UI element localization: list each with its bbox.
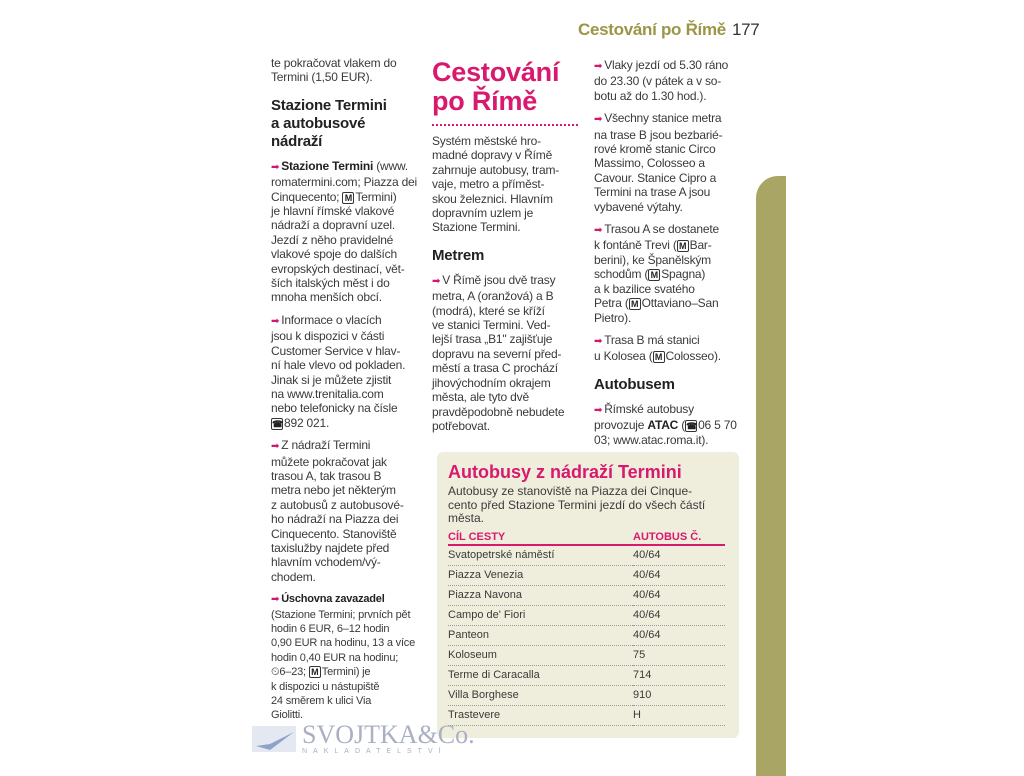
text: (Stazione Termini; prvních pět hodin 6 EUR, 6–12 hodin 0,90 EUR na hodinu, 13 a více hodin 0,40 EUR na hodinu; bbox=[271, 608, 416, 664]
destination: Campo de' Fiori bbox=[448, 605, 633, 625]
bullet-arrow-icon: ➡ bbox=[594, 404, 603, 416]
table-row bbox=[448, 685, 725, 705]
metro-icon: M bbox=[648, 269, 660, 281]
text: Colosseo). bbox=[665, 349, 721, 364]
bold-term: ATAC bbox=[647, 418, 679, 433]
bullet-arrow-icon: ➡ bbox=[594, 114, 603, 126]
page-number: 177 bbox=[731, 20, 760, 39]
bullet-arrow-icon: ➡ bbox=[432, 275, 441, 287]
metro-icon: M bbox=[653, 351, 665, 363]
destination: Piazza Venezia bbox=[448, 565, 633, 585]
paragraph bbox=[594, 58, 754, 103]
bold-term: Stazione Termini bbox=[281, 158, 374, 173]
clock-icon: ⏲ bbox=[271, 666, 280, 679]
column-1 bbox=[271, 56, 423, 731]
bullet-arrow-icon: ➡ bbox=[271, 315, 280, 327]
phone-icon: ☎ bbox=[272, 418, 284, 429]
bullet-arrow-icon: ➡ bbox=[594, 61, 603, 72]
text: Termini) je hlavní římské vlakové nádraží a dopravní uzel. Jezdí z něho pravidelné vlakové spoje do dalších evropských destinací, vět- ších italských měst i do mnoha menších obcí. bbox=[271, 189, 405, 305]
column-2 bbox=[432, 58, 584, 441]
text: Spagna) a k bazilice svatého Petra ( bbox=[594, 267, 706, 311]
text: Římské autobusy provozuje bbox=[594, 401, 694, 433]
destination: Svatopetrské náměstí bbox=[448, 545, 633, 566]
text: Termini) je k dispozici u nástupiště 24 směrem k ulici Via Giolitti. bbox=[271, 666, 380, 722]
destination: Villa Borghese bbox=[448, 685, 633, 705]
paragraph bbox=[271, 438, 423, 584]
bullet-arrow-icon: ➡ bbox=[594, 225, 603, 237]
bus-number: 40/64 bbox=[633, 565, 725, 585]
table-row bbox=[448, 645, 725, 665]
text: Všechny stanice metra na trase B jsou bezbarié- rové kromě stanic Circo Massimo, Colosseo a Cavour. Stanice Cipro a Termini na trase A jsou vybavené výtahy. bbox=[594, 111, 723, 214]
publisher-logo bbox=[250, 722, 475, 755]
table-row bbox=[448, 605, 725, 625]
text: (www. romatermini.com; Piazza dei Cinquecento; bbox=[271, 158, 417, 204]
bus-number: H bbox=[633, 705, 725, 725]
bold-term: Úschovna zavazadel bbox=[281, 593, 385, 606]
chapter-tab bbox=[756, 176, 786, 776]
paragraph bbox=[271, 56, 423, 85]
text: Ottaviano–San Pietro). bbox=[594, 296, 719, 325]
paragraph bbox=[271, 313, 423, 430]
text: Trasa B má stanici u Kolosea ( bbox=[594, 332, 700, 364]
section-heading: Metrem bbox=[432, 246, 485, 264]
header-destination: CÍL CESTY bbox=[448, 530, 633, 545]
text: Systém městské hro- madné dopravy v Římě zahrnuje autobusy, tram- vaje, metro a příměst- skou železnici. Hlavním dopravním uzlem je Stazione Termini. bbox=[432, 134, 560, 235]
table-row bbox=[448, 665, 725, 685]
bus-number: 714 bbox=[633, 665, 725, 685]
text: Vlaky jezdí od 5.30 ráno do 23.30 (v pátek a v so- botu až do 1.30 hod.). bbox=[594, 58, 729, 103]
table-row bbox=[448, 585, 725, 605]
bullet-arrow-icon: ➡ bbox=[271, 161, 280, 173]
text: Informace o vlacích jsou k dispozici v části Customer Service v hlav- ní hale vlevo od pokladen. Jinak si je můžete zjistit na www.trenitalia.com nebo telefonicky na čísle bbox=[271, 312, 406, 416]
paragraph bbox=[432, 273, 584, 433]
text: Z nádraží Termini můžete pokračovat jak trasou A, tak trasou B metra nebo jet některým z autobusů z autobusové- ho nádraží na Piazza dei Cinquecento. Stanoviště taxislužby najdete před hlavním vchodem/vý- chodem. bbox=[271, 438, 404, 584]
text: Trasou A se dostanete k fontáně Trevi ( bbox=[594, 222, 719, 253]
table-row bbox=[448, 545, 725, 566]
section-heading: Stazione Termini a autobusové nádraží bbox=[271, 96, 387, 150]
bus-table bbox=[448, 530, 725, 726]
bus-number: 40/64 bbox=[633, 585, 725, 605]
chapter-title: Cestování po Římě bbox=[432, 57, 560, 116]
bus-number: 910 bbox=[633, 685, 725, 705]
destination: Trastevere bbox=[448, 705, 633, 725]
bullet-arrow-icon: ➡ bbox=[271, 594, 280, 606]
bus-sidebar-box bbox=[437, 452, 739, 738]
text: Bar- berini), ke Španělským schodům ( bbox=[594, 238, 712, 282]
bus-number: 75 bbox=[633, 645, 725, 665]
box-title: Autobusy z nádraží Termini bbox=[448, 462, 682, 482]
text: ( bbox=[678, 418, 686, 433]
column-3 bbox=[594, 58, 754, 455]
bullet-arrow-icon: ➡ bbox=[594, 335, 603, 347]
table-row bbox=[448, 705, 725, 725]
table-header bbox=[448, 530, 725, 545]
destination: Koloseum bbox=[448, 645, 633, 665]
paragraph bbox=[594, 222, 754, 325]
box-intro: Autobusy ze stanoviště na Piazza dei Cinque- cento před Stazione Termini jezdí do všech částí města. bbox=[448, 484, 706, 525]
phone-icon: ☎ bbox=[686, 421, 698, 432]
header-bus-number: AUTOBUS Č. bbox=[633, 530, 725, 545]
logo-name: SVOJTKA&Co. bbox=[302, 720, 475, 749]
metro-icon: M bbox=[342, 192, 354, 204]
bus-number: 40/64 bbox=[633, 605, 725, 625]
text: 6–23; bbox=[279, 666, 309, 679]
bus-number: 40/64 bbox=[633, 625, 725, 645]
paragraph bbox=[271, 592, 423, 723]
text: 06 5 70 03; www.atac.roma.it). bbox=[594, 418, 737, 447]
text: V Římě jsou dvě trasy metra, A (oranžová) a B (modrá), které se kříží ve stanici Termini. Ved- lejší trasa „B1" zajišťuje dopravu na severní před- městí a trasa C prochází jihovýchodním okrajem města, ale tyto dvě pravděpodobně nebudete potřebovat. bbox=[432, 272, 565, 433]
destination: Piazza Navona bbox=[448, 585, 633, 605]
section-heading: Autobusem bbox=[594, 375, 675, 393]
logo-check-icon bbox=[250, 724, 300, 754]
logo-subtitle: NAKLADATELSTVÍ bbox=[302, 748, 447, 755]
bus-number: 40/64 bbox=[633, 545, 725, 566]
running-header bbox=[578, 20, 759, 40]
bullet-arrow-icon: ➡ bbox=[271, 441, 280, 453]
paragraph bbox=[271, 159, 423, 305]
destination: Terme di Caracalla bbox=[448, 665, 633, 685]
section-title: Cestování po Římě bbox=[578, 20, 726, 39]
text: te pokračovat vlakem do Termini (1,50 EUR). bbox=[271, 56, 397, 85]
destination: Panteon bbox=[448, 625, 633, 645]
table-row bbox=[448, 625, 725, 645]
text: 892 021. bbox=[284, 415, 330, 430]
paragraph bbox=[594, 111, 754, 214]
paragraph bbox=[594, 333, 754, 364]
metro-icon: M bbox=[629, 298, 641, 310]
paragraph bbox=[594, 402, 754, 447]
metro-icon: M bbox=[309, 666, 321, 678]
title-divider bbox=[432, 124, 578, 126]
table-row bbox=[448, 565, 725, 585]
metro-icon: M bbox=[677, 240, 689, 252]
paragraph bbox=[432, 134, 584, 235]
